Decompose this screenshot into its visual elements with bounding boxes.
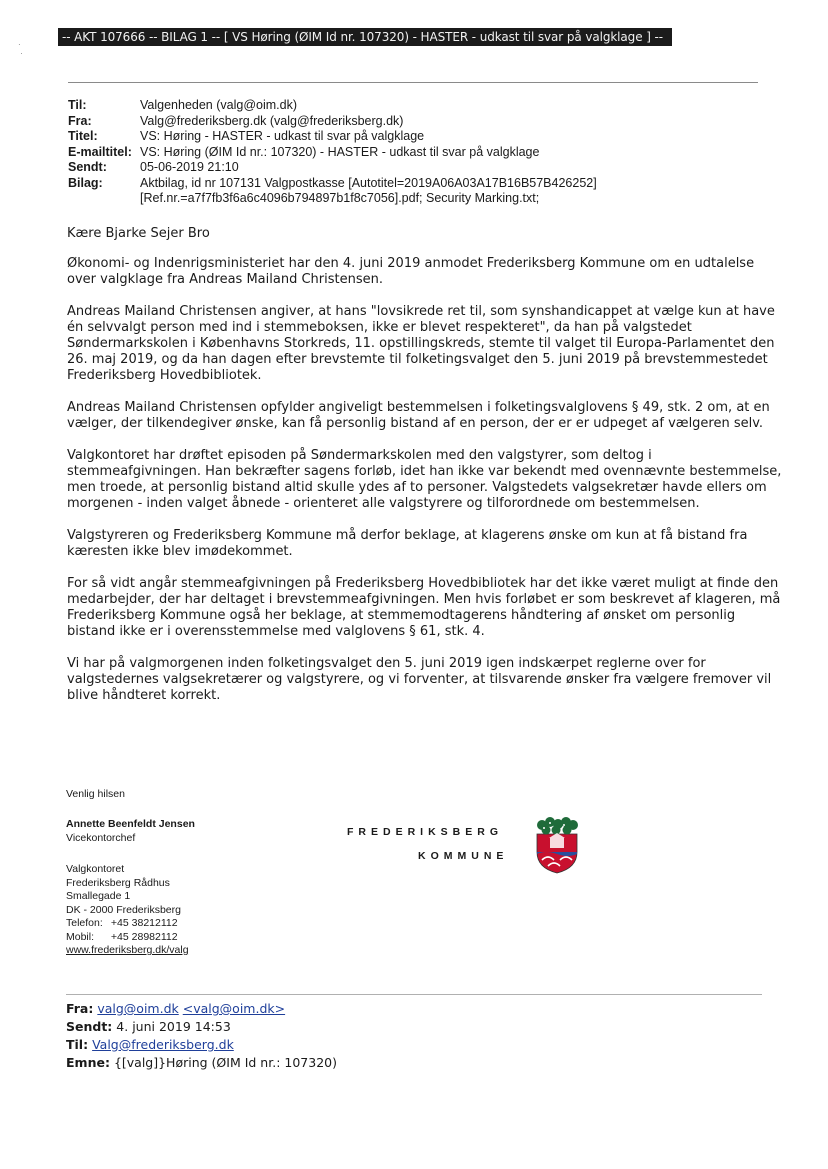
fwd-subject: {[valg]}Høring (ØIM Id nr.: 107320) bbox=[113, 1055, 337, 1070]
signer-role: Vicekontorchef bbox=[66, 831, 136, 844]
header-row-email-title bbox=[68, 145, 788, 161]
header-key bbox=[68, 191, 140, 207]
header-value: Aktbilag, id nr 107131 Valgpostkasse [Autotitel=2019A06A03A17B16B57B426252] bbox=[140, 175, 597, 190]
fwd-to-email[interactable]: Valg@frederiksberg.dk bbox=[92, 1037, 234, 1052]
mobile-label: Mobil: bbox=[66, 930, 95, 943]
signature-block bbox=[66, 818, 195, 845]
fwd-sent: 4. juni 2019 14:53 bbox=[116, 1019, 231, 1034]
header-value: VS: Høring (ØIM Id nr.: 107320) - HASTER - udkast til svar på valgklage bbox=[140, 144, 540, 159]
paragraph: Andreas Mailand Christensen angiver, at hans "lovsikrede ret til, som synshandicappet at vælge kun at have én selvvalgt person med ind i stemmeboksen, ikke er blevet respekteret", da han på valgstedet Søndermarkskolen i Københavns Storkreds, 11. opstillingskreds, stemte til valget til Europa-Parlamentet den 26. maj 2019, og da han dagen efter brevstemte til folketingsvalget den 5. juni 2019 på brevstemmestedet Frederiksberg Hovedbibliotek. bbox=[67, 304, 775, 383]
header-row-attachment bbox=[68, 176, 788, 192]
fwd-subject-label: Emne: bbox=[66, 1055, 110, 1070]
header-key: Til: bbox=[68, 98, 87, 112]
fwd-from-email-bracket[interactable]: <valg@oim.dk> bbox=[182, 1001, 286, 1016]
phone-label: Telefon: bbox=[66, 917, 103, 929]
office: Valgkontoret bbox=[66, 863, 125, 875]
fwd-from-email[interactable]: valg@oim.dk bbox=[97, 1001, 179, 1016]
header-row-to bbox=[68, 98, 788, 114]
header-row-title bbox=[68, 129, 788, 145]
mobile-row bbox=[66, 931, 189, 945]
fwd-to-row bbox=[66, 1036, 337, 1054]
fwd-sent-row bbox=[66, 1018, 337, 1036]
fwd-from-row bbox=[66, 1000, 337, 1018]
fwd-sent-label: Sendt: bbox=[66, 1019, 113, 1034]
web-link[interactable]: www.frederiksberg.dk/valg bbox=[66, 944, 189, 956]
fwd-subject-row bbox=[66, 1054, 337, 1072]
logo-text-line1: FREDERIKSBERG bbox=[347, 826, 504, 838]
header-value: VS: Høring - HASTER - udkast til svar på valgklage bbox=[140, 129, 425, 143]
closing: Venlig hilsen bbox=[66, 788, 125, 800]
header-row-from bbox=[68, 114, 788, 130]
header-divider bbox=[68, 82, 758, 83]
paragraph: Andreas Mailand Christensen opfylder angiveligt bestemmelsen i folketingsvalglovens § 49, stk. 2 om, at en vælger, der tilkendegiver ønske, kan få personlig bistand af en person, der er er udpeget af vælgeren selv. bbox=[67, 400, 770, 431]
phone-row bbox=[66, 917, 189, 931]
street: Smallegade 1 bbox=[66, 890, 131, 902]
header-row-sent bbox=[68, 160, 788, 176]
header-key: Sendt: bbox=[68, 160, 107, 174]
header-value: Valgenheden (valg@oim.dk) bbox=[140, 98, 297, 112]
signer-name: Annette Beenfeldt Jensen bbox=[66, 818, 195, 830]
phone: +45 38212112 bbox=[110, 917, 178, 929]
header-key: Bilag: bbox=[68, 175, 103, 190]
city: DK - 2000 Frederiksberg bbox=[66, 903, 181, 916]
header-key: E-mailtitel: bbox=[68, 144, 132, 159]
paragraph: Valgstyreren og Frederiksberg Kommune må derfor beklage, at klagerens ønske om kun at få bistand fra kæresten ikke blev imødekommet. bbox=[67, 528, 748, 559]
header-row-attachment-cont bbox=[68, 191, 788, 207]
paragraph: Valgkontoret har drøftet episoden på Søndermarkskolen med den valgstyrer, som deltog i stemmeafgivningen. Han bekræfter sagens forløb, idet han ikke var bekendt med ovennævnte bestemmelse, men troede, at personlig bistand altid skulle ydes af to personer. Valgstedets valgsekretær havde ellers om morgenen - inden valget åbnede - orienteret alle valgstyrere og tilforordnede om bestemmelsen. bbox=[67, 448, 782, 511]
paragraph: For så vidt angår stemmeafgivningen på Frederiksberg Hovedbibliotek har det ikke været muligt at finde den medarbejder, der har deltaget i brevstemmeafgivningen. Men hvis forløbet er som beskrevet af klageren, må Frederiksberg Kommune også her beklage, at stemmemodtagerens håndtering af ønsket om personlig bistand ikke er i overensstemmelse med valglovens § 61, stk. 4. bbox=[67, 576, 781, 639]
mobile: +45 28982112 bbox=[110, 930, 178, 943]
letter-body bbox=[67, 226, 787, 720]
header-key: Titel: bbox=[68, 129, 98, 143]
fwd-from-label: Fra: bbox=[66, 1001, 94, 1016]
contact-block bbox=[66, 863, 189, 958]
header-value: 05-06-2019 21:10 bbox=[140, 160, 239, 174]
municipality-crest-icon bbox=[534, 816, 580, 874]
email-header bbox=[68, 98, 788, 207]
scan-specks: · · bbox=[18, 40, 23, 58]
header-key: Fra: bbox=[68, 113, 92, 128]
header-value: Valg@frederiksberg.dk (valg@frederiksberg.dk) bbox=[140, 113, 404, 128]
paragraph: Vi har på valgmorgenen inden folketingsvalget den 5. juni 2019 igen indskærpet reglerne over for valgstedernes valgsekretærer og valgstyrere, og vi forventer, at tilsvarende ønsker fra vælgere fremover vil blive håndteret korrekt. bbox=[67, 656, 772, 703]
forward-divider bbox=[66, 994, 762, 995]
forwarded-header bbox=[66, 1000, 337, 1072]
document-banner: -- AKT 107666 -- BILAG 1 -- [ VS Høring (ØIM Id nr. 107320) - HASTER - udkast til svar på valgklage ] -- bbox=[58, 28, 672, 46]
building: Frederiksberg Rådhus bbox=[66, 876, 170, 889]
paragraph: Økonomi- og Indenrigsministeriet har den 4. juni 2019 anmodet Frederiksberg Kommune om en udtalelse over valgklage fra Andreas Mailand Christensen. bbox=[67, 256, 755, 287]
greeting: Kære Bjarke Sejer Bro bbox=[67, 226, 210, 241]
header-value: [Ref.nr.=a7f7fb3f6a6c4096b794897b1f8c7056].pdf; Security Marking.txt; bbox=[140, 191, 540, 205]
logo-text-line2: KOMMUNE bbox=[418, 850, 509, 862]
fwd-to-label: Til: bbox=[66, 1037, 89, 1052]
